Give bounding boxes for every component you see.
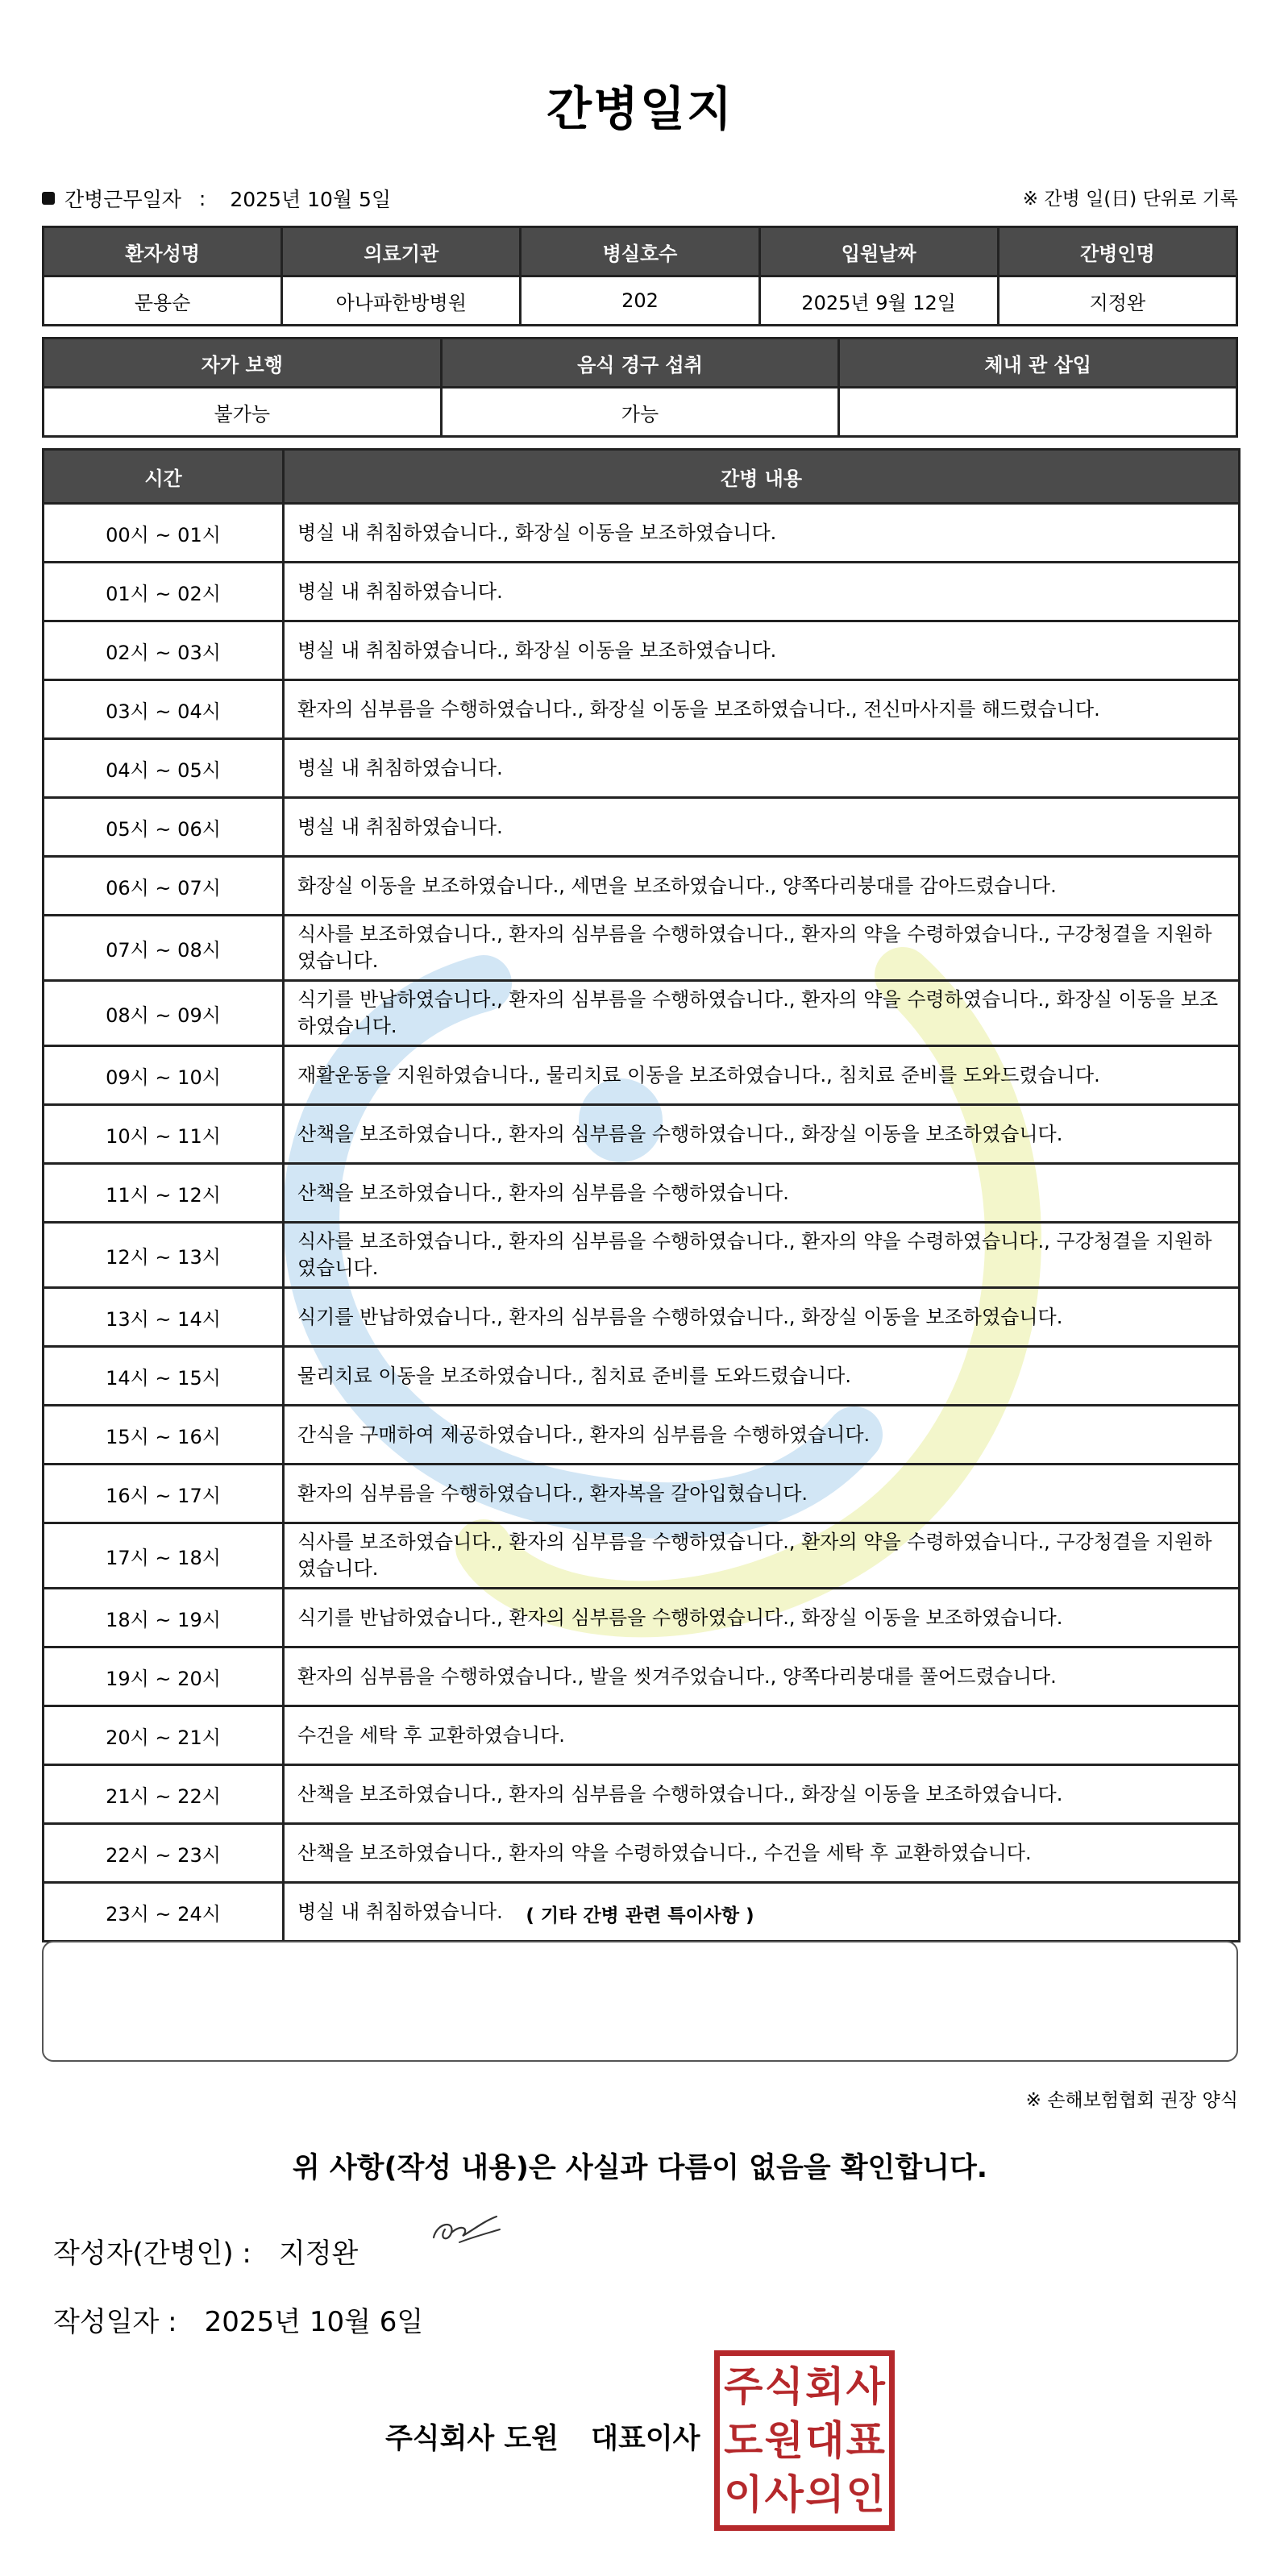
seal-char: 이 — [724, 2470, 763, 2519]
care-log-content: 화장실 이동을 보조하였습니다., 세면을 보조하였습니다., 양쪽다리붕대를 감아드렸습니다. — [284, 857, 1240, 916]
admission-date: 2025년 9월 12일 — [759, 276, 998, 326]
care-log-header-row — [44, 450, 1240, 504]
care-log-row — [44, 1164, 1240, 1223]
oral-intake-value: 가능 — [441, 388, 839, 437]
company-line — [385, 2416, 700, 2457]
care-log-time: 08시 ~ 09시 — [44, 981, 284, 1046]
seal-char: 주 — [724, 2362, 763, 2410]
care-log-time: 06시 ~ 07시 — [44, 857, 284, 916]
written-date-line — [53, 2300, 423, 2339]
care-log-row — [44, 1765, 1240, 1824]
care-log-time: 21시 ~ 22시 — [44, 1765, 284, 1824]
seal-char: 대 — [805, 2416, 845, 2464]
caregiver-name: 지정완 — [998, 276, 1236, 326]
work-date-colon: : — [198, 186, 206, 210]
company-name: 주식회사 도원 — [385, 2423, 559, 2455]
care-log-row — [44, 1406, 1240, 1465]
care-log-row — [44, 1105, 1240, 1164]
header-self-walking: 자가 보행 — [44, 339, 442, 388]
care-log-content: 병실 내 취침하였습니다. — [284, 1883, 1240, 1942]
care-log-content: 병실 내 취침하였습니다. — [284, 739, 1240, 798]
header-care-content: 간병 내용 — [284, 450, 1240, 504]
care-log-row — [44, 981, 1240, 1046]
care-log-time: 16시 ~ 17시 — [44, 1465, 284, 1523]
seal-char: 회 — [805, 2362, 845, 2410]
care-log-content: 식사를 보조하였습니다., 환자의 심부름을 수행하였습니다., 환자의 약을 수령하였습니다., 구강청결을 지원하였습니다. — [284, 916, 1240, 981]
care-log-row — [44, 1046, 1240, 1105]
patient-status-header-row — [44, 339, 1237, 388]
care-log-content: 산책을 보조하였습니다., 환자의 심부름을 수행하였습니다., 화장실 이동을 보조하였습니다. — [284, 1765, 1240, 1824]
hospital-name: 아나파한방병원 — [282, 276, 521, 326]
care-log-table — [42, 448, 1241, 1942]
writer-label: 작성자(간병인) : — [53, 2237, 251, 2270]
care-log-content: 재활운동을 지원하였습니다., 물리치료 이동을 보조하였습니다., 침치료 준비를 도와드렸습니다. — [284, 1046, 1240, 1105]
seal-char: 표 — [846, 2416, 885, 2464]
care-log-content: 물리치료 이동을 보조하였습니다., 침치료 준비를 도와드렸습니다. — [284, 1347, 1240, 1406]
care-log-row — [44, 1523, 1240, 1589]
care-log-content: 환자의 심부름을 수행하였습니다., 환자복을 갈아입혔습니다. — [284, 1465, 1240, 1523]
care-log-content: 병실 내 취침하였습니다., 화장실 이동을 보조하였습니다. — [284, 621, 1240, 680]
bullet-square-icon — [42, 192, 55, 205]
care-log-content: 병실 내 취침하였습니다., 화장실 이동을 보조하였습니다. — [284, 504, 1240, 563]
confirmation-statement: 위 사항(작성 내용)은 사실과 다름이 없음을 확인합니다. — [292, 2152, 988, 2184]
care-log-content: 식기를 반납하였습니다., 환자의 심부름을 수행하였습니다., 환자의 약을 수령하였습니다., 화장실 이동을 보조하였습니다. — [284, 981, 1240, 1046]
care-log-row — [44, 1647, 1240, 1706]
care-log-content: 산책을 보조하였습니다., 환자의 심부름을 수행하였습니다., 화장실 이동을 보조하였습니다. — [284, 1105, 1240, 1164]
care-log-body — [44, 504, 1240, 1942]
daily-record-note: ※ 간병 일(日) 단위로 기록 — [1022, 189, 1238, 210]
patient-status-value-row — [44, 388, 1237, 437]
header-patient-name: 환자성명 — [44, 227, 282, 276]
care-log-row — [44, 1706, 1240, 1765]
seal-char: 식 — [764, 2362, 804, 2410]
care-log-content: 산책을 보조하였습니다., 환자의 약을 수령하였습니다., 수건을 세탁 후 교환하였습니다. — [284, 1824, 1240, 1883]
recommend-note: ※ 손해보험협회 권장 양식 — [1025, 2090, 1238, 2111]
care-log-content: 병실 내 취침하였습니다. — [284, 798, 1240, 857]
notes-box — [42, 1941, 1238, 2062]
seal-char: 원 — [764, 2416, 804, 2464]
work-date-label: 간병근무일자 — [64, 188, 181, 211]
care-log-content: 식사를 보조하였습니다., 환자의 심부름을 수행하였습니다., 환자의 약을 수령하였습니다., 구강청결을 지원하였습니다. — [284, 1523, 1240, 1589]
care-log-content: 환자의 심부름을 수행하였습니다., 발을 씻겨주었습니다., 양쪽다리붕대를 풀어드렸습니다. — [284, 1647, 1240, 1706]
care-log-row — [44, 1824, 1240, 1883]
self-walking-value: 불가능 — [44, 388, 442, 437]
care-log-content: 환자의 심부름을 수행하였습니다., 화장실 이동을 보조하였습니다., 전신마사지를 해드렸습니다. — [284, 680, 1240, 739]
header-caregiver-name: 간병인명 — [998, 227, 1236, 276]
work-date-line — [42, 184, 391, 213]
header-hospital: 의료기관 — [282, 227, 521, 276]
care-log-time: 10시 ~ 11시 — [44, 1105, 284, 1164]
care-log-row — [44, 1223, 1240, 1288]
header-room-number: 병실호수 — [521, 227, 759, 276]
care-log-time: 02시 ~ 03시 — [44, 621, 284, 680]
page-title: 간병일지 — [546, 81, 734, 136]
patient-status-table — [42, 337, 1238, 438]
care-log-time: 22시 ~ 23시 — [44, 1824, 284, 1883]
care-log-row — [44, 916, 1240, 981]
writer-name: 지정완 — [278, 2237, 359, 2270]
care-log-row — [44, 739, 1240, 798]
seal-char: 사 — [764, 2470, 804, 2519]
written-date-value: 2025년 10월 6일 — [204, 2306, 424, 2338]
care-log-time: 20시 ~ 21시 — [44, 1706, 284, 1765]
patient-info-table — [42, 226, 1238, 326]
care-log-content: 간식을 구매하여 제공하였습니다., 환자의 심부름을 수행하였습니다. — [284, 1406, 1240, 1465]
care-log-row — [44, 798, 1240, 857]
written-date-label: 작성일자 : — [53, 2306, 177, 2338]
care-log-row — [44, 621, 1240, 680]
care-log-row — [44, 680, 1240, 739]
writer-line — [53, 2231, 358, 2271]
care-log-time: 14시 ~ 15시 — [44, 1347, 284, 1406]
care-log-content: 식기를 반납하였습니다., 환자의 심부름을 수행하였습니다., 화장실 이동을 보조하였습니다. — [284, 1288, 1240, 1347]
header-tube-insertion: 체내 관 삽입 — [839, 339, 1237, 388]
care-log-time: 23시 ~ 24시 — [44, 1883, 284, 1942]
care-log-row — [44, 1589, 1240, 1647]
care-log-content: 식기를 반납하였습니다., 환자의 심부름을 수행하였습니다., 화장실 이동을 보조하였습니다. — [284, 1589, 1240, 1647]
care-log-row — [44, 1347, 1240, 1406]
handwritten-signature — [427, 2205, 508, 2254]
company-representative: 대표이사 — [591, 2423, 700, 2455]
care-log-time: 17시 ~ 18시 — [44, 1523, 284, 1589]
care-log-time: 07시 ~ 08시 — [44, 916, 284, 981]
tube-insertion-value — [839, 388, 1237, 437]
care-log-time: 12시 ~ 13시 — [44, 1223, 284, 1288]
care-log-row — [44, 563, 1240, 621]
header-time: 시간 — [44, 450, 284, 504]
care-log-time: 05시 ~ 06시 — [44, 798, 284, 857]
patient-info-header-row — [44, 227, 1237, 276]
care-log-row — [44, 1288, 1240, 1347]
care-log-row — [44, 857, 1240, 916]
seal-char: 인 — [846, 2470, 885, 2519]
care-log-time: 03시 ~ 04시 — [44, 680, 284, 739]
care-log-time: 18시 ~ 19시 — [44, 1589, 284, 1647]
care-log-time: 09시 ~ 10시 — [44, 1046, 284, 1105]
care-log-time: 04시 ~ 05시 — [44, 739, 284, 798]
care-log-time: 01시 ~ 02시 — [44, 563, 284, 621]
care-log-content: 병실 내 취침하였습니다. — [284, 563, 1240, 621]
care-log-time: 13시 ~ 14시 — [44, 1288, 284, 1347]
care-log-time: 19시 ~ 20시 — [44, 1647, 284, 1706]
care-log-row — [44, 504, 1240, 563]
care-log-time: 11시 ~ 12시 — [44, 1164, 284, 1223]
seal-char: 도 — [724, 2416, 763, 2464]
room-number: 202 — [521, 276, 759, 326]
work-date-value: 2025년 10월 5일 — [230, 188, 392, 211]
care-log-time: 00시 ~ 01시 — [44, 504, 284, 563]
header-oral-intake: 음식 경구 섭취 — [441, 339, 839, 388]
care-log-content: 식사를 보조하였습니다., 환자의 심부름을 수행하였습니다., 환자의 약을 수령하였습니다., 구강청결을 지원하였습니다. — [284, 1223, 1240, 1288]
care-log-content: 수건을 세탁 후 교환하였습니다. — [284, 1706, 1240, 1765]
header-admission-date: 입원날짜 — [759, 227, 998, 276]
care-log-content: 산책을 보조하였습니다., 환자의 심부름을 수행하였습니다. — [284, 1164, 1240, 1223]
care-log-row — [44, 1465, 1240, 1523]
notes-heading: ( 기타 간병 관련 특이사항 ) — [526, 1905, 754, 1926]
patient-info-value-row — [44, 276, 1237, 326]
company-seal-stamp — [714, 2350, 895, 2531]
seal-char: 사 — [846, 2362, 885, 2410]
patient-name: 문용순 — [44, 276, 282, 326]
seal-char: 의 — [805, 2470, 845, 2519]
care-log-time: 15시 ~ 16시 — [44, 1406, 284, 1465]
